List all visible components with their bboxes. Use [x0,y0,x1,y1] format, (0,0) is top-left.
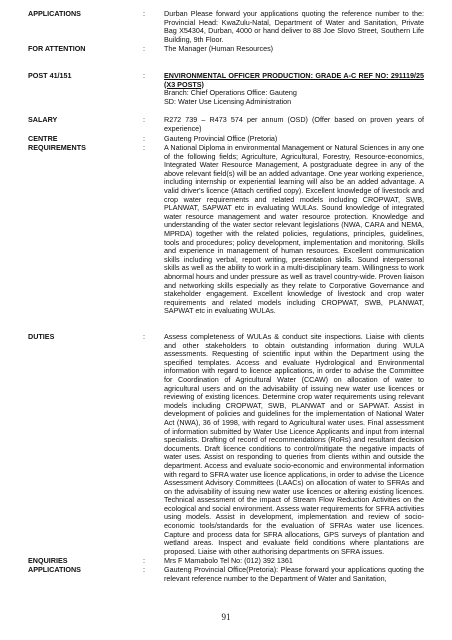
applications-label: APPLICATIONS [28,9,81,18]
colon: : [143,143,145,152]
for-attention-label: FOR ATTENTION [28,44,86,53]
colon: : [143,332,145,341]
enquiries-label: ENQUIRIES [28,556,68,565]
post-branch: Branch: Chief Operations Office: Gauteng [164,88,297,98]
colon: : [143,44,145,53]
colon: : [143,115,145,124]
salary-row [28,116,424,133]
post-row [28,72,424,106]
requirements-row [28,144,424,316]
colon: : [143,134,145,143]
for-attention-row [28,45,424,54]
for-attention-value: The Manager (Human Resources) [164,44,274,53]
post-label: POST 41/151 [28,71,72,80]
applications-value: Durban Please forward your applications quoting the reference number to the: Provincial Head: KwaZulu-Natal, Department of Water and Sanitation, Private Bag X54304, Durban, 4000 or hand deliver to 88 Joe Slovo Street, Southern Life Building, 9th Floor. [164,9,424,44]
duties-value: Assess completeness of WULAs & conduct site inspections. Liaise with clients and other stakeholders to obtain outstanding information during WULA assessments. Requesting of scientific input within the Department using the specified templates. Access and evaluate Hydrological and Environmental information with regard to licence applications, in order to advise the Committee for Coordination of Agricultural Water (CCAW) on allocation of water to agricultural users and on the advisability of issuing new water use licences or reviewing of existing licences. Determine crop water requirements using relevant models including CROPWAT, SWB, PLANWAT and or SAPWAT. Assist in development of policies and guidelines for the implementation of National Water Act (NWA), 36 of 1998, with regard to Agricultural water uses. Final assessment of information submitted by Water Use Licence Applicants and input from internal specialists. Drafting of record of recommendations (RoRs) and resultant decision documents. Draft licence conditions to control/mitigate the negative impacts of water uses. Assist on responding to queries from clients within and outside the department. Access and evaluate socio-economic and environmental information with regard to SFRA water use licence applications, in order to advise the Licence Assessment Advisory Committees (LAACs) on allocation of water to SFRAs and on the advisability of issuing new water use licences or altering existing licences. Technical assessment of the impact of Stream Flow Reduction Activities on the ecological and social environment. Assess water requirements for SFRA activities using models. Assist in development, implementation and review of socio-economic tools/standards for the evaluation of SFRAs water use licences. Capture and process data for SFRA allocations, GPS surveys of plantation and wetland areas. Inspect and evaluate field conditions where plantations are proposed. Liaise with other authorising departments on SFRA issues. [164,332,424,556]
requirements-value: A National Diploma in environmental Management or Natural Sciences in any one of the following fields; Agriculture, Agricultural, Forestry, Resource-economics, Integrated Water Resource Management, A postgraduate degree in any of the above relevant field(s) will be an added advantage. One year working experience, including internship or experiential learning will also be an added advantage. A valid driver's licence (Attach certified copy). Excellent knowledge of livestock and crop water requirements and related models including CROPWAT, SWB, PLANWAT, SAPWAT etc in evaluating WULAs. Sound knowledge of integrated water resource management and water resource protection. Knowledge and understanding of the water sector relevant legislations (NWA, CARA and NEMA, MPRDA) together with the related policies, regulations, principles, guidelines, tools and procedures; policy development, implementation and monitoring. Skills and experience in management of human resources. Excellent communication skills including verbal, report writing, presentation skills. Sound interpersonal skills as well as the ability to work in a multi-disciplinary team. Willingness to work abnormal hours and under pressure as well as travel country-wide. Proven liaison and networking skills especially as they relate to Corporative Governance and stakeholder engagement. Excellent knowledge of livestock and crop water requirements and related models including CROPWAT, SWB, PLANWAT, SAPWAT etc in evaluating WULAs. [164,143,424,316]
enquiries-value: Mrs F Mamabolo Tel No: (012) 392 1361 [164,556,293,565]
colon: : [143,565,145,574]
colon: : [143,71,145,80]
post-title: ENVIRONMENTAL OFFICER PRODUCTION: GRADE A-C REF NO: 291119/25 (X3 POSTS) [164,71,424,89]
centre-label: CENTRE [28,134,58,143]
salary-label: SALARY [28,115,58,124]
duties-label: DUTIES [28,332,55,341]
post-sd: SD: Water Use Licensing Administration [164,96,292,106]
applications-label: APPLICATIONS [28,565,81,574]
centre-value: Gauteng Provincial Office (Pretoria) [164,134,278,143]
colon: : [143,556,145,565]
duties-row [28,333,424,556]
post-details [164,72,424,106]
requirements-label: REQUIREMENTS [28,143,86,152]
salary-value: R272 739 – R473 574 per annum (OSD) (Offer based on proven years of experience) [164,115,424,133]
applications-value: Gauteng Provincial Office(Pretoria): Please forward your applications quoting the relevant reference number to the Department of Water and Sanitation, [164,565,424,583]
applications-bottom-row [28,566,424,583]
page-number: 91 [221,612,231,622]
colon: : [143,9,145,18]
applications-top-row [28,10,424,44]
